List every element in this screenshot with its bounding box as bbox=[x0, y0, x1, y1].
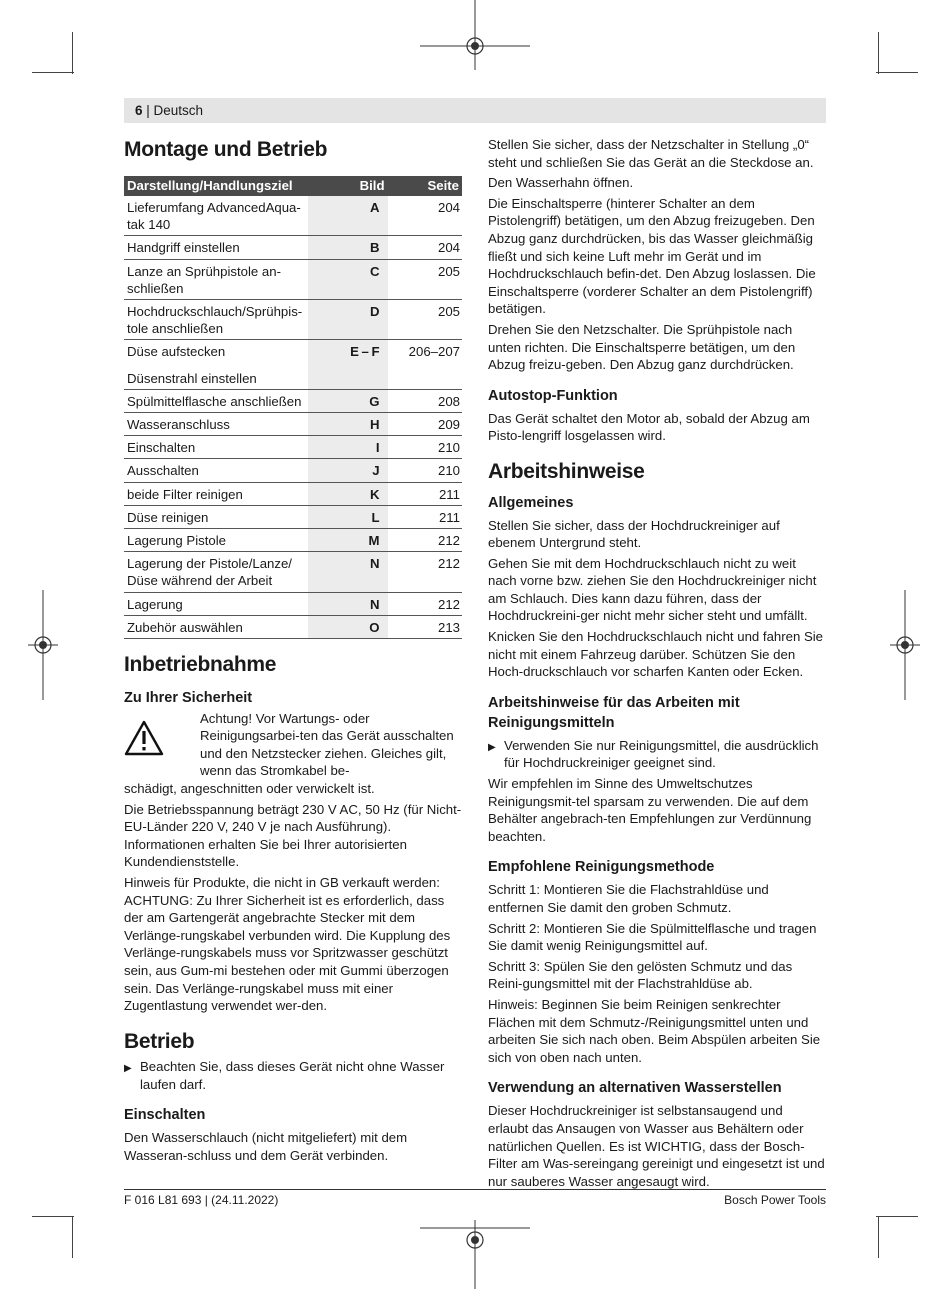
table-row bbox=[124, 196, 462, 236]
bullet-text: Beachten Sie, dass dieses Gerät nicht ohne Wasser laufen darf. bbox=[140, 1059, 445, 1092]
table-header-row bbox=[124, 176, 462, 196]
table-row bbox=[124, 529, 462, 552]
table-cell: Lagerung Pistole bbox=[124, 529, 308, 552]
table-cell bbox=[308, 363, 388, 390]
table-cell: C bbox=[308, 259, 388, 299]
paragraph-schritt-1: Schritt 1: Montieren Sie die Flachstrahldüse und entfernen Sie damit den groben Schmutz. bbox=[488, 882, 769, 915]
table-row bbox=[124, 615, 462, 638]
table-row bbox=[124, 389, 462, 412]
table-cell: H bbox=[308, 413, 388, 436]
table-cell: Lieferumfang AdvancedAqua-tak 140 bbox=[124, 196, 308, 236]
table-row bbox=[124, 300, 462, 340]
registration-mark-icon bbox=[420, 1220, 530, 1289]
subsection-title-einschalten: Einschalten bbox=[124, 1107, 206, 1124]
table-row bbox=[124, 482, 462, 505]
subsection-title-methode: Empfohlene Reinigungsmethode bbox=[488, 859, 715, 876]
table-cell: Düse aufstecken bbox=[127, 344, 226, 360]
paragraph-hinweis-gb: Hinweis für Produkte, die nicht in GB verkauft werden: ACHTUNG: Zu Ihrer Sicherheit ist es erforderlich, dass der am Gartengerät angebrachte Stecker mit dem Verlänge-rungskabel verbunden wird. Die Kupplung des Verlänge-rungskabels muss vor Spritzwasser geschützt sein, aus Gum-mi bestehen oder mit Gummi überzogen sein. Das Verlänge-rungskabel muss mit einer Zugentlastung verwendet wer-den. bbox=[124, 874, 451, 1014]
triangle-bullet-icon: ▶ bbox=[124, 1063, 132, 1075]
table-cell: L bbox=[308, 505, 388, 528]
crop-mark bbox=[72, 1216, 73, 1258]
registration-mark-icon bbox=[28, 590, 58, 700]
section-title-arbeitshinweise: Arbeitshinweise bbox=[488, 459, 645, 483]
paragraph-knicken: Knicken Sie den Hochdruckschlauch nicht und fahren Sie nicht mit einem Fahrzeug darüber. Schützen Sie den Hoch-druckschlauch vor scharfen Kanten oder Ecken. bbox=[488, 629, 824, 680]
table-cell: Hochdruckschlauch/Sprühpis-tole anschließen bbox=[124, 300, 308, 340]
paragraph-netzschalter: Stellen Sie sicher, dass der Netzschalter in Stellung „0“ steht und schließen Sie das Gerät an die Steckdose an. bbox=[488, 137, 814, 170]
crop-mark bbox=[876, 72, 918, 73]
table-cell: D bbox=[308, 300, 388, 340]
triangle-bullet-icon: ▶ bbox=[488, 741, 496, 753]
paragraph-drehen: Drehen Sie den Netzschalter. Die Sprühpistole nach unten richten. Die Einschaltsperre betätigen, um den Abzug freizu-geben. Den Abzug ganz durchdrücken. bbox=[488, 321, 796, 373]
registration-mark-icon bbox=[890, 590, 920, 700]
paragraph-autostop: Das Gerät schaltet den Motor ab, sobald der Abzug am Pisto-lengriff losgelassen wird. bbox=[488, 410, 810, 444]
warning-text-continued: schädigt, angeschnitten oder verwickelt ist. bbox=[124, 780, 375, 796]
header-bar bbox=[124, 98, 826, 123]
table-cell: G bbox=[308, 389, 388, 412]
paragraph-einschaltsperre: Die Einschaltsperre (hinterer Schalter an dem Pistolengriff) betätigen, um den Abzug freizugeben. Den Abzug ganz durchdrücken, bis das Wasser gleichmäßig fließt und sich keine Luft mehr im Gerät und im Hochdruckschlauch befin-det. Den Abzug loslassen. Die Einschaltsperre (vorderer Schalter an dem Pistolengriff) betätigen. bbox=[488, 195, 816, 317]
bullet-text: Verwenden Sie nur Reinigungsmittel, die ausdrücklich für Hochdruckreiniger geeignet sind. bbox=[504, 737, 819, 771]
table-cell: 205 bbox=[388, 300, 462, 340]
subsection-title-allgemeines: Allgemeines bbox=[488, 494, 574, 511]
table-cell: Einschalten bbox=[124, 436, 308, 459]
paragraph-hinweis-reinigen: Hinweis: Beginnen Sie beim Reinigen senkrechter Flächen mit dem Schmutz-/Reinigungsmittel unten und arbeiten Sie sich nach oben. Beim Abspülen arbeiten Sie sich von oben nach unten. bbox=[488, 996, 821, 1065]
crop-mark bbox=[878, 32, 879, 74]
table-cell: Düse reinigen bbox=[124, 505, 308, 528]
table-cell: 210 bbox=[388, 436, 462, 459]
table-cell: N bbox=[308, 552, 388, 592]
table-cell: 210 bbox=[388, 459, 462, 482]
section-title-inbetriebnahme: Inbetriebnahme bbox=[124, 653, 277, 676]
table-cell: 212 bbox=[388, 552, 462, 592]
table-cell: K bbox=[308, 482, 388, 505]
table-cell: A bbox=[308, 196, 388, 236]
table-cell: beide Filter reinigen bbox=[124, 482, 308, 505]
crop-mark bbox=[32, 72, 74, 73]
page-header: 6 | Deutsch bbox=[135, 103, 204, 118]
table-cell: 204 bbox=[388, 196, 462, 236]
table-header: Seite bbox=[388, 176, 462, 196]
table-cell: O bbox=[308, 615, 388, 638]
table-cell: Zubehör auswählen bbox=[124, 615, 308, 638]
table-row bbox=[124, 259, 462, 299]
subsection-title-wasserstellen: Verwendung an alternativen Wasserstellen bbox=[488, 1080, 782, 1097]
left-column-lower bbox=[124, 653, 462, 1168]
steps-table bbox=[124, 176, 462, 639]
subsection-title-reinigungsmittel: Arbeitshinweise für das Arbeiten mit Reinigungsmitteln bbox=[488, 694, 740, 731]
crop-mark bbox=[876, 1216, 918, 1217]
crop-mark bbox=[878, 1216, 879, 1258]
table-row bbox=[124, 436, 462, 459]
table-row bbox=[124, 340, 462, 363]
right-column bbox=[488, 136, 826, 1193]
table-cell: 212 bbox=[388, 592, 462, 615]
table-cell: Lagerung der Pistole/Lanze/ Düse während der Arbeit bbox=[124, 552, 308, 592]
paragraph-gehen: Gehen Sie mit dem Hochdruckschlauch nicht zu weit nach vorne bzw. ziehen Sie den Hochdruckreiniger nicht am Schlauch. Dies kann dazu führen, dass der Hochdruckreini-ger nicht mehr sicher steht und umfällt. bbox=[488, 555, 817, 624]
table-row bbox=[124, 552, 462, 592]
section-title-montage: Montage und Betrieb bbox=[124, 138, 328, 161]
paragraph-wasserstellen: Dieser Hochdruckreiniger ist selbstansaugend und erlaubt das Ansaugen von Wasser aus Behältern oder natürlichen Quellen. Es ist WICHTIG, dass der Bosch-Filter am Was-sereingang gereinigt und eingesetzt ist und nur sauberes Wasser angesaugt wird. bbox=[488, 1103, 825, 1189]
section-title-betrieb: Betrieb bbox=[124, 1029, 195, 1053]
table-cell: 212 bbox=[388, 529, 462, 552]
footer-brand: Bosch Power Tools bbox=[724, 1193, 826, 1207]
table-cell: Ausschalten bbox=[124, 459, 308, 482]
table-cell: 206–207 bbox=[408, 344, 460, 360]
table-cell: Lagerung bbox=[124, 592, 308, 615]
table-row bbox=[124, 236, 462, 259]
table-cell: 211 bbox=[388, 505, 462, 528]
warning-block bbox=[124, 710, 462, 780]
paragraph-wasserhahn: Den Wasserhahn öffnen. bbox=[488, 175, 634, 191]
paragraph-untergrund: Stellen Sie sicher, dass der Hochdruckreiniger auf ebenem Untergrund steht. bbox=[488, 517, 780, 551]
page-number: 6 bbox=[135, 103, 143, 118]
table-row bbox=[124, 363, 462, 390]
table-header: Bild bbox=[308, 176, 388, 196]
table-row bbox=[124, 505, 462, 528]
table-cell: J bbox=[308, 459, 388, 482]
table-cell: B bbox=[308, 236, 388, 259]
table-cell: Lanze an Sprühpistole an-schließen bbox=[124, 259, 308, 299]
table-cell: Handgriff einstellen bbox=[124, 236, 308, 259]
table-row bbox=[124, 459, 462, 482]
table-cell: E – F bbox=[308, 340, 388, 363]
subsection-title-autostop: Autostop-Funktion bbox=[488, 387, 618, 404]
table-cell: 209 bbox=[388, 413, 462, 436]
table-cell: 211 bbox=[388, 482, 462, 505]
subsection-title-sicherheit: Zu Ihrer Sicherheit bbox=[124, 689, 253, 706]
warning-text: Achtung! Vor Wartungs- oder Reinigungsarbei-ten das Gerät ausschalten und den Netzstecker ziehen. Gleiches gilt, wenn das Stromkabel be- bbox=[200, 710, 454, 779]
table-cell: Düsenstrahl einstellen bbox=[124, 363, 308, 390]
list-item bbox=[124, 1058, 462, 1093]
paragraph-betriebsspannung: Die Betriebsspannung beträgt 230 V AC, 50 Hz (für Nicht-EU-Länder 220 V, 240 V je nach Ausführung). Informationen erhalten Sie bei Ihrer autorisierten Kundendienststelle. bbox=[124, 801, 462, 870]
paragraph-umweltschutz: Wir empfehlen im Sinne des Umweltschutzes Reinigungsmit-tel sparsam zu verwenden. Die auf dem Behälter angebrach-ten Empfehlungen zur Verdünnung beachten. bbox=[488, 776, 812, 844]
table-cell: N bbox=[308, 592, 388, 615]
footer-divider bbox=[124, 1189, 826, 1190]
table-cell: Wasseranschluss bbox=[124, 413, 308, 436]
paragraph-schritt-2: Schritt 2: Montieren Sie die Spülmittelflasche und tragen Sie damit wenig Reinigungsmittel auf. bbox=[488, 920, 817, 954]
footer-doc-id: F 016 L81 693 | (24.11.2022) bbox=[124, 1193, 279, 1207]
table-cell: 205 bbox=[388, 259, 462, 299]
header-language: Deutsch bbox=[153, 103, 204, 118]
paragraph-einschalten: Den Wasserschlauch (nicht mitgeliefert) mit dem Wasseran-schluss und dem Gerät verbinden. bbox=[124, 1130, 408, 1164]
table-header: Darstellung/Handlungsziel bbox=[124, 176, 308, 196]
table-cell: M bbox=[308, 529, 388, 552]
table-row bbox=[124, 413, 462, 436]
crop-mark bbox=[32, 1216, 74, 1217]
paragraph-schritt-3: Schritt 3: Spülen Sie den gelösten Schmutz und das Reini-gungsmittel mit der Flachstrahldüse ab. bbox=[488, 958, 793, 992]
table-cell bbox=[388, 363, 462, 390]
table-cell: Spülmittelflasche anschließen bbox=[124, 389, 308, 412]
table-cell: 213 bbox=[388, 615, 462, 638]
table-cell: 204 bbox=[388, 236, 462, 259]
crop-mark bbox=[72, 32, 73, 74]
table-cell: I bbox=[308, 436, 388, 459]
list-item bbox=[488, 737, 826, 772]
warning-triangle-icon bbox=[124, 710, 200, 780]
registration-mark-icon bbox=[420, 0, 530, 70]
table-row bbox=[124, 592, 462, 615]
table-cell: 208 bbox=[388, 389, 462, 412]
